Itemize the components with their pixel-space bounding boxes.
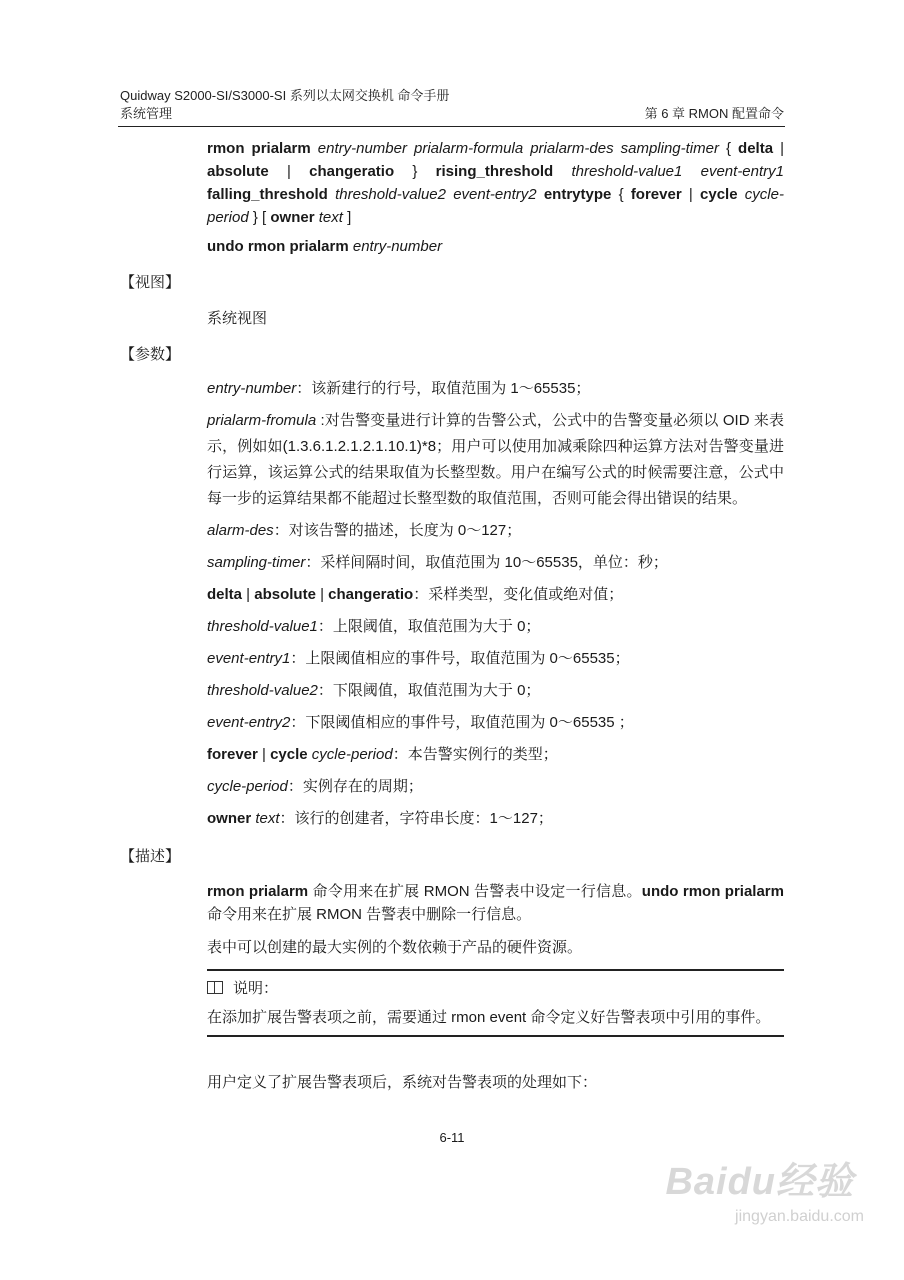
text-run: ：该行的创建者，字符串长度：1～127； [279,810,553,827]
keyword: owner [270,209,315,226]
keyword: changeratio [328,586,414,603]
argument: text [251,810,280,827]
keyword: rising_threshold [435,163,554,180]
text-run: ：实例存在的周期； [287,778,423,795]
argument: entry-number prialarm-formula prialarm-des sampling-timer [317,140,726,157]
section-view-heading: 【视图】 [120,274,181,291]
text-run: | [242,586,255,603]
argument: cycle-period [207,778,288,795]
text-run: 命令用来在扩展 RMON 告警表中设定一行信息。 [308,883,642,900]
keyword: changeratio [309,163,395,180]
description-hardware [207,936,784,959]
text-run: :对告警变量进行计算的告警公式，公式中的告警变量必须以 OID 来表示，例如如(1.3.6.1.2.1.2.1.10.1)*8；用户可以使用加减乘除四种运算方法对告警变量进行运算，该运算公式的结果取值为长整型数。用户在编写公式的时候需要注意，公式中每一步的运算结果都不能超过长整型数的取值范围，否则可能会得出错误的结果。 [207,412,784,507]
keyword: delta [207,586,243,603]
header-chapter: 第 6 章 RMON 配置命令 [644,106,784,121]
param-owner [207,806,784,832]
header-section: 系统管理 [120,106,173,121]
param-event-entry2 [207,710,784,736]
argument: event-entry2 [207,714,291,731]
note-top-rule [207,969,784,971]
argument: threshold-value1 event-entry1 [553,163,784,180]
undo-command-syntax [207,235,784,258]
keyword: rmon prialarm [207,883,309,900]
text-run: ：对该告警的描述，长度为 0～127； [273,522,522,539]
keyword: undo rmon prialarm [207,238,353,255]
header-divider [118,126,785,127]
param-event-entry1 [207,646,784,672]
keyword: forever [207,746,258,763]
text-run: } [ [248,209,271,226]
keyword: entrytype [543,186,612,203]
param-cycle-period [207,774,784,800]
argument: cycle-period [207,186,784,226]
argument: entry-number [352,238,443,255]
text-run: ：下限阈值，取值范围为大于 0； [317,682,541,699]
text-run: ：采样类型，变化值或绝对值； [413,586,624,603]
argument: event-entry1 [207,650,291,667]
param-prialarm-formula [207,408,784,512]
argument: text [314,209,343,226]
section-params-heading: 【参数】 [120,346,181,363]
description-paragraph [207,880,784,926]
argument: prialarm-fromula [207,412,317,429]
section-desc-heading: 【描述】 [120,848,181,865]
text-run: } [394,163,436,180]
text-run: 表中可以创建的最大实例的个数依赖于产品的硬件资源。 [207,939,583,956]
argument: sampling-timer [207,554,306,571]
argument: entry-number [207,380,297,397]
argument: cycle-period [307,746,393,763]
trailing-text: 用户定义了扩展告警表项后，系统对告警表项的处理如下： [207,1074,598,1091]
argument: threshold-value2 [207,682,318,699]
text-run: ] [342,209,352,226]
note-bottom-rule [207,1035,784,1037]
keyword: cycle [270,746,308,763]
header-title: Quidway S2000-SI/S3000-SI 系列以太网交换机 命令手册 [120,88,450,103]
text-run: ：该新建行的行号，取值范围为 1～65535； [296,380,591,397]
keyword: owner [207,810,252,827]
text-run: ：本告警实例行的类型； [392,746,558,763]
keyword: absolute [207,163,269,180]
text-run: { [726,140,739,157]
view-text: 系统视图 [207,310,268,327]
keyword: delta [738,140,774,157]
param-entry-number [207,376,784,402]
param-sample-type [207,582,784,608]
text-run: ：下限阈值相应的事件号，取值范围为 0～65535 ； [290,714,634,731]
text-run: 命令用来在扩展 RMON 告警表中删除一行信息。 [207,906,532,923]
param-threshold-value1 [207,614,784,640]
text-run: ：上限阈值相应的事件号，取值范围为 0～65535； [290,650,630,667]
text-run: | [681,186,701,203]
param-threshold-value2 [207,678,784,704]
text-run: ：上限阈值，取值范围为大于 0； [317,618,541,635]
page-number: 6-11 [439,1130,465,1145]
text-run: | [773,140,784,157]
command-syntax [207,137,784,229]
param-sampling-timer [207,550,784,576]
watermark-url: jingyan.baidu.com [735,1208,864,1225]
text-run: | [268,163,310,180]
text-run: ：采样间隔时间，取值范围为 10～65535，单位：秒； [305,554,668,571]
keyword: falling_threshold [207,186,328,203]
note-header [207,977,784,1000]
text-run: { [611,186,631,203]
page-body [120,137,784,1146]
keyword: undo rmon prialarm [641,883,784,900]
argument: threshold-value1 [207,618,318,635]
watermark-logo: Baidu经验 [665,1161,854,1203]
note-label: 说明： [233,980,279,997]
text-run: | [257,746,271,763]
book-icon [207,981,223,994]
keyword: rmon prialarm [207,140,318,157]
keyword: absolute [254,586,316,603]
text-run: | [315,586,329,603]
argument: alarm-des [207,522,274,539]
keyword: forever [630,186,682,203]
note-text: 在添加扩展告警表项之前，需要通过 rmon event 命令定义好告警表项中引用的事件。 [207,1009,771,1026]
keyword: cycle [700,186,738,203]
param-entrytype [207,742,784,768]
argument: threshold-value2 event-entry2 [327,186,544,203]
param-alarm-des [207,518,784,544]
